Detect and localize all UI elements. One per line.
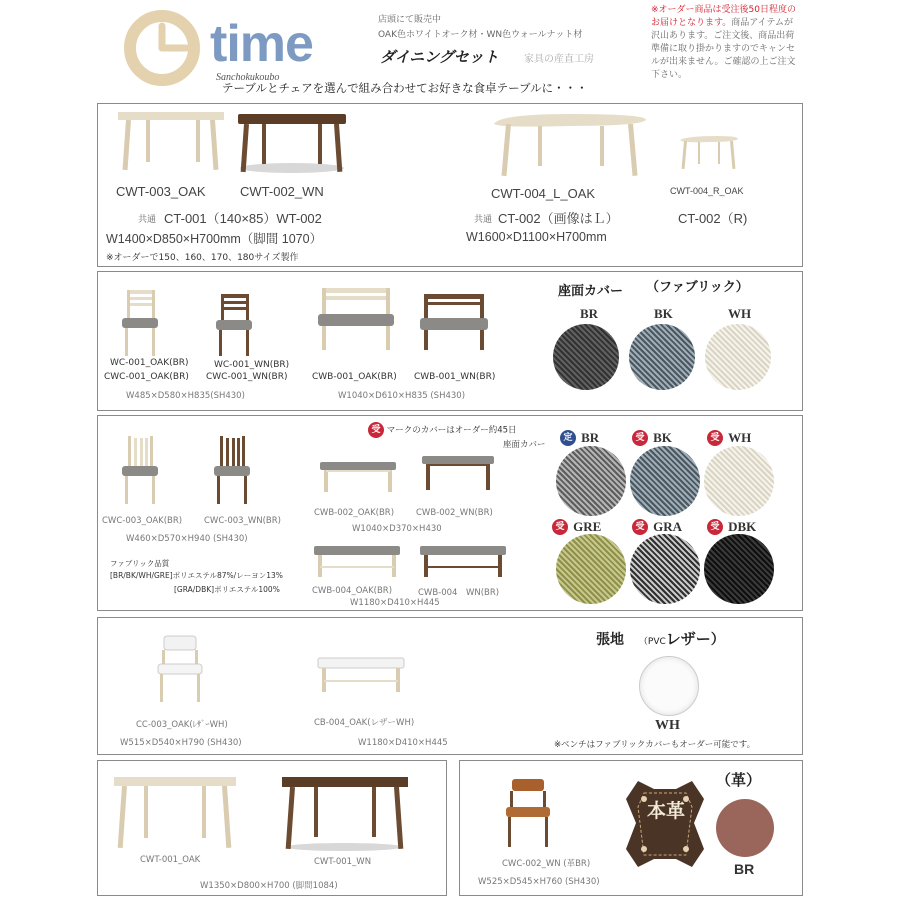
bench-004-dims: W1180×D410×H445 [350,598,440,608]
bench-002-dims: W1040×D370×H430 [352,524,442,534]
bench-cwb-002-oak-image [318,458,398,494]
bench-004-oak-name: CWB-004_OAK(BR) [312,586,393,596]
maker-name: 家具の産直工房 [524,54,594,65]
table-dims-2: W1600×D1100×H700mm [466,230,607,244]
swatch2-br [556,446,626,516]
bench-002-wn-name: CWB-002_WN(BR) [416,508,493,518]
common-label-2: 共通 [474,215,493,225]
table-4-sub: CT-002（R) [678,211,748,226]
swatch-wh [705,324,771,390]
table-001-wn-name: CWT-001_WN [314,857,372,867]
common-model-2: CT-002（画像はＬ） [498,211,619,226]
table-dims-1: W1400×D850×H700mm（脚間 1070） [106,232,323,246]
table-2-name: CWT-002_WN [240,184,324,199]
leather-title: （革） [716,771,762,789]
common-model-1: CT-001（140×85）WT-002 [164,211,322,226]
page-title: ダイニングセット [380,48,499,66]
genuine-leather-logo [622,777,708,871]
swatch2-dbk [704,534,774,604]
swatch-leather-br [716,799,774,857]
swatch2-gre-label: 受 GRE [552,516,601,535]
order-badge-icon: 受 [632,430,648,446]
order-mark-text: マークのカバーはオーダー約45日 [386,425,517,436]
chair-2-line2: CWC-001_WN(BR) [206,372,288,382]
chair-wc-001-oak-image [118,288,162,358]
order-badge-icon: 受 [552,519,568,535]
swatch-br [553,324,619,390]
brand-logo: time [210,15,313,73]
chair-003-dims: W460×D570×H940 (SH430) [126,534,248,544]
chair-2-line1: WC-001_WN(BR) [214,360,290,370]
bench-cwb-004-oak-image [312,544,402,580]
chair-cwc-002-name: CWC-002_WN (革BR) [502,859,591,869]
swatch2-bk [630,446,700,516]
bench-dims: W1040×D610×H835 (SH430) [338,391,466,401]
bench-cb-004-dims: W1180×D410×H445 [358,738,448,748]
fabric-quality-title: ファブリック品質 [110,559,170,568]
chair-cwc-002-dims: W525×D545×H760 (SH430) [478,877,600,887]
order-badge-icon: 受 [707,519,723,535]
chair-003-wn-name: CWC-003_WN(BR) [204,516,281,526]
standard-badge-icon: 定 [560,430,576,446]
upholstery-title: 張地 （PVCレザー） [596,630,725,648]
bench-1-name: CWB-001_OAK(BR) [312,372,397,382]
swatch-pvc-label: WH [655,718,680,733]
chair-1-line2: CWC-001_OAK(BR) [104,372,189,382]
swatch2-gra [630,534,700,604]
swatch-leather-label: BR [734,861,755,877]
table-1-name: CWT-003_OAK [116,184,206,199]
bench-004-wn-name: CWB-004 WN(BR) [418,588,500,598]
order-badge-icon: 受 [368,422,384,438]
chair-cc-003-dims: W515×D540×H790 (SH430) [120,738,242,748]
store-note: 店頭にて販売中 [378,15,442,25]
chair-1-line1: WC-001_OAK(BR) [110,358,189,368]
order-mark-note [368,422,517,438]
fabric-quality-1: [BR/BK/WH/GRE]ポリエステル87%/レーヨン13% [110,571,283,580]
fabric-quality-2: [GRA/DBK]ポリエステル100% [174,585,280,594]
bench-cb-004-image [316,656,406,696]
order-sizes-note: ※オーダーで150、160、170、180サイズ製作 [106,253,299,263]
table-001-oak-name: CWT-001_OAK [140,855,201,865]
clock-logo-icon [120,8,220,88]
swatch2-gre [556,534,626,604]
brand-sub: Sanchokukoubo [216,72,280,83]
swatch-pvc-wh [639,656,699,716]
table-cwt-003-oak-image [116,110,226,172]
tables-panel [97,103,803,267]
swatch2-br-label: 定 BR [560,427,599,446]
chair-003-oak-name: CWC-003_OAK(BR) [102,516,183,526]
material-note: OAK色ホワイトオーク材・WN色ウォールナット材 [378,30,583,40]
bench-cwb-004-wn-image [418,544,508,580]
table-001-dims: W1350×D800×H700 (脚間1084) [200,881,338,891]
table-3-name: CWT-004_L_OAK [491,186,596,201]
table-cwt-002-wn-image [236,112,348,174]
swatch-br-label: BR [580,306,599,321]
bench-cwb-001-wn-image [418,292,490,352]
table-cwt-001-oak-image [112,775,238,851]
order-badge-icon: 受 [632,519,648,535]
swatch2-wh [704,446,774,516]
swatch2-dbk-label: 受 DBK [707,516,756,535]
table-cwt-004-l-oak-image [490,110,650,178]
bench-cwb-001-oak-image [316,286,396,352]
order-notice [651,4,797,82]
chairs-001-panel [97,271,803,411]
table-cwt-001-wn-image [280,775,410,853]
order-notice-red: ※オーダー商品は受注後50日程度のお届けとなります。 [651,5,796,28]
chair-dims: W485×D580×H835(SH430) [126,391,245,401]
swatch-bk-label: BK [654,306,673,321]
fabric-title: 座面カバー [558,284,624,299]
chair-cc-003-name: CC-003_OAK(ﾚｻﾞｰWH) [136,720,228,730]
table-cwt-004-r-oak-image [678,134,740,172]
fabric-subtitle: （ファブリック） [646,280,749,295]
pvc-leather-panel [97,617,803,755]
table-4-name: CWT-004_R_OAK [670,186,744,196]
common-label-1: 共通 [138,215,157,225]
bench-002-oak-name: CWB-002_OAK(BR) [314,508,395,518]
order-badge-icon: 受 [707,430,723,446]
chairs-003-panel [97,415,803,611]
bench-cb-004-name: CB-004_OAK(レザーWH) [314,718,415,728]
chair-cwc-003-wn-image [210,434,254,506]
chair-cwc-002-image [502,777,554,849]
table-001-panel [97,760,447,896]
swatch2-bk-label: 受 BK [632,427,672,446]
chair-wc-001-wn-image [212,292,256,358]
swatch-wh-label: WH [728,306,752,321]
chair-cwc-003-oak-image [118,434,162,506]
bench-2-name: CWB-001_WN(BR) [414,372,496,382]
swatch2-gra-label: 受 GRA [632,516,682,535]
genuine-leather-text: 本革 [646,800,685,822]
bench-cwb-002-wn-image [420,452,496,494]
order-mark-note-2: 座面カバー [503,440,546,450]
bench-cover-note: ※ベンチはファブリックカバーもオーダー可能です。 [554,740,756,750]
leather-panel [459,760,803,896]
tagline: テーブルとチェアを選んで組み合わせてお好きな食卓テーブルに・・・ [222,81,588,95]
swatch2-wh-label: 受 WH [707,427,751,446]
swatch-bk [629,324,695,390]
chair-cc-003-image [154,634,206,704]
order-notice-text: 商品アイテムが沢山あります。ご注文後、商品出荷準備に取り掛かりますのでキャンセルが出来ません。ご確認の上ご注文下さい。 [651,18,796,80]
